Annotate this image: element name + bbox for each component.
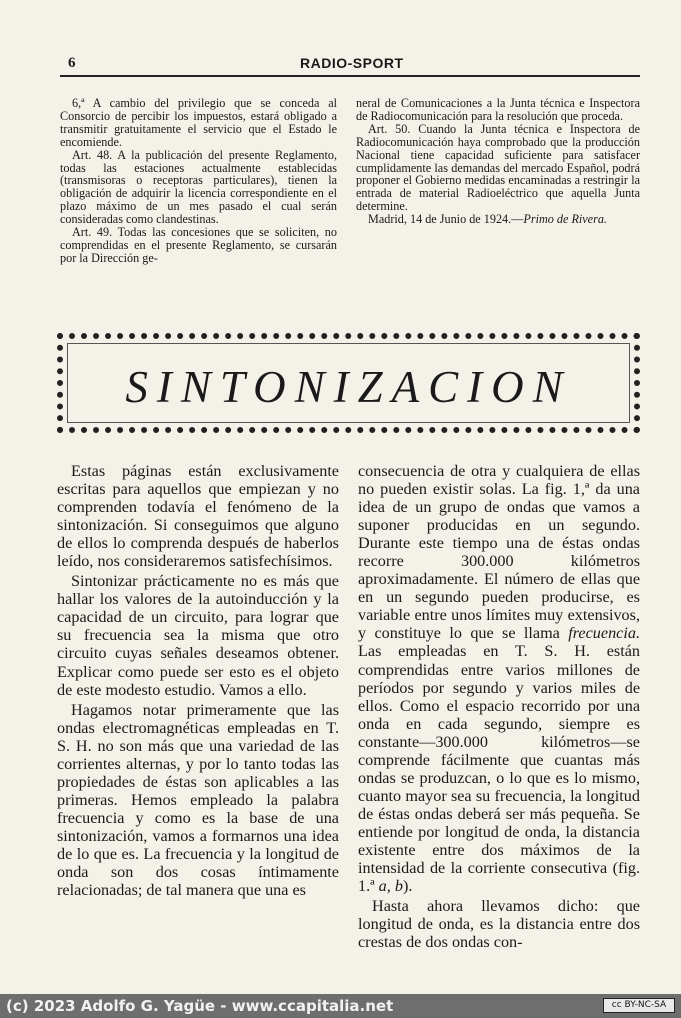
article-paragraph: [358, 462, 640, 895]
article-paragraph: Estas páginas están exclusivamente escritas para aquellos que empiezan y no comprenden todavía el fenómeno de la sintonización. Si conseguimos que alguno de ellos lo comprenda después de haberlos leído, nos consideraremos satisfechísimos.: [57, 462, 339, 571]
decree-paragraph: Art. 48. A la publicación del presente Reglamento, todas las estaciones actualmente establecidas (transmisoras o receptoras particulares), tienen la obligación de adquirir la licencia correspondiente en el plazo máximo de un mes pasado el cual serán consideradas como clandestinas.: [60, 147, 337, 227]
decree-paragraph: Art. 49. Todas las concesiones que se soliciten, no comprendidas en el presente Reglamento, se cursarán por la Dirección ge-: [60, 225, 337, 265]
copyright-text: (c) 2023 Adolfo G. Yagüe - www.ccapitalia.net: [6, 997, 394, 1015]
article-paragraph: Hasta ahora llevamos dicho: que longitud de onda, es la distancia entre dos crestas de dos ondas con-: [358, 897, 640, 952]
journal-title: RADIO-SPORT: [300, 55, 404, 71]
article-paragraph: Sintonizar prácticamente no es más que hallar los valores de la autoinducción y la capacidad de un circuito, para lograr que su frecuencia sea la misma que otro circuito cuyas señales deseamos obtener. Explicar como puede ser esto es el objeto de este modesto estudio. Vamos a ello.: [57, 572, 339, 699]
running-header: [60, 53, 640, 77]
text-run: ).: [402, 877, 413, 896]
decree-date: Madrid, 14 de Junio de 1924.—: [368, 212, 524, 227]
watermark-bar: [0, 994, 681, 1018]
article-column-left: [57, 462, 339, 901]
emphasis-frecuencia: frecuencia.: [568, 624, 640, 643]
decree-paragraph: 6,ª A cambio del privilegio que se conceda al Consorcio de percibir los impuestos, estará obligado a transmitir gratuitamente el servicio que el Estado le encomiende.: [60, 96, 337, 149]
decree-column-left: [60, 97, 337, 265]
article-column-right: [358, 462, 640, 953]
decree-signature: Primo de Rivera.: [523, 212, 607, 227]
article-paragraph: Hagamos notar primeramente que las ondas electromagnéticas empleadas en T. S. H. no son más que una variedad de las corrientes alternas, y por lo tanto todas las propiedades de éstas son aplicables a las primeras. Hemos empleado la palabra frecuencia y como es la base de una sintonización, vamos a formarnos una idea de lo que es. La frecuencia y la longitud de onda son dos cosas íntimamente relacionadas; de tal manera que una es: [57, 700, 339, 900]
section-title: SINTONIZACION: [125, 362, 572, 412]
decree-paragraph: neral de Comunicaciones a la Junta técnica e Inspectora de Radiocomunicación para la resolución que proceda.: [356, 96, 640, 123]
decree-paragraph: Art. 50. Cuando la Junta técnica e Inspectora de Radiocomunicación haya comprobado que la producción Nacional tiene capacidad suficiente para satisfacer cumplidamente las demandas del mercado Español, podrá proponer el Gobierno medidas encaminadas a restringir la entrada de material Radioeléctrico que aquella Junta determine.: [356, 121, 640, 214]
emphasis-fig-ref: a, b: [378, 877, 403, 896]
license-badge[interactable]: cc BY-NC-SA: [603, 998, 675, 1013]
page-number: 6: [68, 55, 76, 71]
section-title-frame: [57, 333, 640, 433]
decree-column-right: [356, 97, 640, 226]
decree-signature-line: [356, 213, 640, 226]
text-run: Las empleadas en T. S. H. están comprendidas entre varios millones de períodos por segundo y varios miles de ellos. Como el espacio recorrido por una onda en cada segundo, siempre es constante—300.000 kilómetros—se comprende fácilmente que cuantas más ondas se produzcan, o lo que es lo mismo, cuanto mayor sea su frecuencia, la longitud de éstas ondas deberá ser más pequeña. Se entiende por longitud de onda, la distancia existente entre dos máximos de la intensidad de la corriente consecutiva (fig. 1.ª: [358, 642, 640, 896]
text-run: consecuencia de otra y cualquiera de ellas no pueden existir solas. La fig. 1,ª da una idea de un grupo de ondas que vamos a suponer producidas en un segundo. Durante este tiempo una de éstas ondas recorre 300.000 kilómetros aproximadamente. El número de ellas que en un segundo pueden producirse, es variable entre unos límites muy extensivos, y constituye lo que se llama: [358, 462, 640, 643]
